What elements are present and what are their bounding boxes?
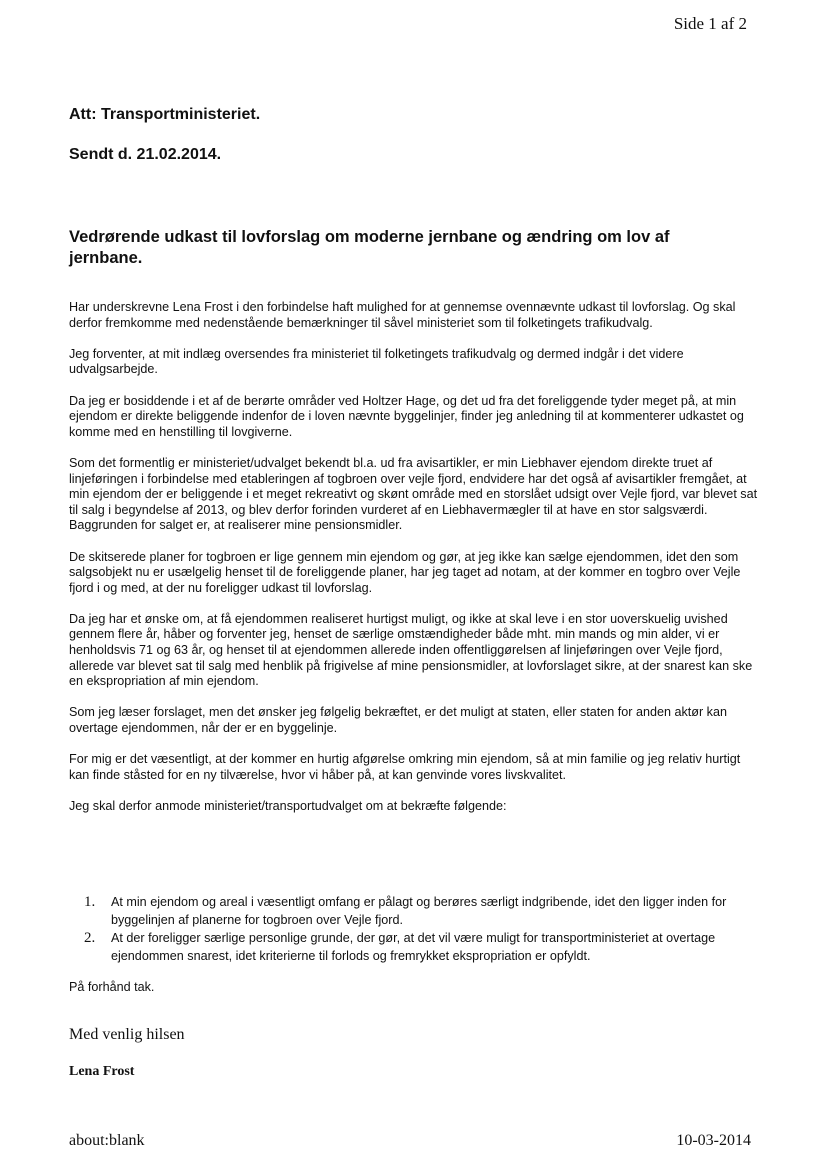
page-number: Side 1 af 2 (673, 14, 747, 33)
request-list (84, 893, 749, 965)
paragraph: Som jeg læser forslaget, men det ønsker jeg følgelig bekræftet, er det muligt at staten, eller staten for anden aktør kan overtage ejendommen, når der er en byggelinje. (69, 705, 727, 736)
list-item-text: At min ejendom og areal i væsentligt omfang er pålagt og berøres særligt indgribende, idet den ligger inden for byggelinjen af planerne for togbroen over Vejle fjord. (111, 895, 727, 927)
list-item (84, 929, 749, 965)
letter-body (69, 300, 759, 830)
paragraph: De skitserede planer for togbroen er lige gennem min ejendom og gør, at jeg ikke kan sælge ejendommen, idet den som salgsobjekt nu er usælgelig henset til de foreliggende planer, har jeg taget ad notam, at der kommer en togbro over Vejle fjord i og med, at der nu foreligger udkast til lovforslag. (69, 549, 741, 595)
paragraph: Har underskrevne Lena Frost i den forbindelse haft mulighed for at gennemse ovennævnte udkast til lovforslag. Og skal derfor fremkomme med nedenstående bemærkninger til såvel ministeriet som til folketingets trafikudvalg. (69, 300, 736, 330)
paragraph: Jeg forventer, at mit indlæg oversendes fra ministeriet til folketingets trafikudvalg og dermed indgår i det videre udvalgsarbejde. (69, 346, 684, 377)
signature-name: Lena Frost (69, 1064, 135, 1079)
subject-heading: Vedrørende udkast til lovforslag om moderne jernbane og ændring om lov af jernbane. (69, 228, 670, 267)
recipient-line: Att: Transportministeriet. (69, 106, 261, 123)
list-item-number: 2. (84, 930, 96, 946)
paragraph: Som det formentlig er ministeriet/udvalget bekendt bl.a. ud fra avisartikler, er min Liebhaver ejendom direkte truet af linjeføringen i forbindelse med etableringen af togbroen over vejle fjord, endvidere har det også af avisartikler fremgået, at min ejendom der er beliggende i et meget rekreativt og skønt område med en storslået udsigt over Vejle fjord, var blevet sat til salg i begyndelse af 2013, og blev derfor forinden vurderet af en Liebhavermægler til at have en stor salgsværdi. Baggrunden for salget er, at realiserer mine pensionsmidler. (69, 455, 758, 533)
list-item-number: 1. (84, 894, 96, 910)
closing-greeting: Med venlig hilsen (69, 1026, 185, 1043)
paragraph: Da jeg er bosiddende i et af de berørte områder ved Holtzer Hage, og det ud fra det foreliggende tyder meget på, at min ejendom er direkte beliggende indenfor de i loven nævnte byggelinjer, finder jeg anledning til at kommenterer udkastet og komme med en henstilling til lovgiverne. (69, 393, 744, 439)
list-item (84, 893, 749, 929)
thanks-line: På forhånd tak. (69, 980, 155, 994)
paragraph: Da jeg har et ønske om, at få ejendommen realiseret hurtigst muligt, og ikke at skal leve i en stor uoverskuelig uvished gennem flere år, håber og forventer jeg, henset de særlige omstændigheder både mht. min mands og min alder, vi er henholdsvis 71 og 63 år, og henset til at ejendommen allerede inden offentliggørelsen af linjeføringen over Vejle fjord, allerede var blevet sat til salg med henblik på frigivelse af mine pensionsmidler, at lovforslaget sikre, at der snarest kan ske en ekspropriation af min ejendom. (69, 611, 753, 689)
footer-date: 10-03-2014 (676, 1132, 751, 1149)
footer-url: about:blank (69, 1132, 145, 1149)
list-item-text: At der foreligger særlige personlige grunde, der gør, at det vil være muligt for transportministeriet at overtage ejendommen snarest, idet kriterierne til forlods og fremrykket ekspropriation er opfyldt. (111, 931, 716, 963)
paragraph: For mig er det væsentligt, at der kommer en hurtig afgørelse omkring min ejendom, så at min familie og jeg relativ hurtigt kan finde ståsted for en ny tilværelse, hvor vi håber på, at kan genvinde vores livskvalitet. (69, 752, 741, 782)
sent-date-line: Sendt d. 21.02.2014. (69, 146, 222, 163)
paragraph: Jeg skal derfor anmode ministeriet/transportudvalget om at bekræfte følgende: (69, 799, 507, 813)
